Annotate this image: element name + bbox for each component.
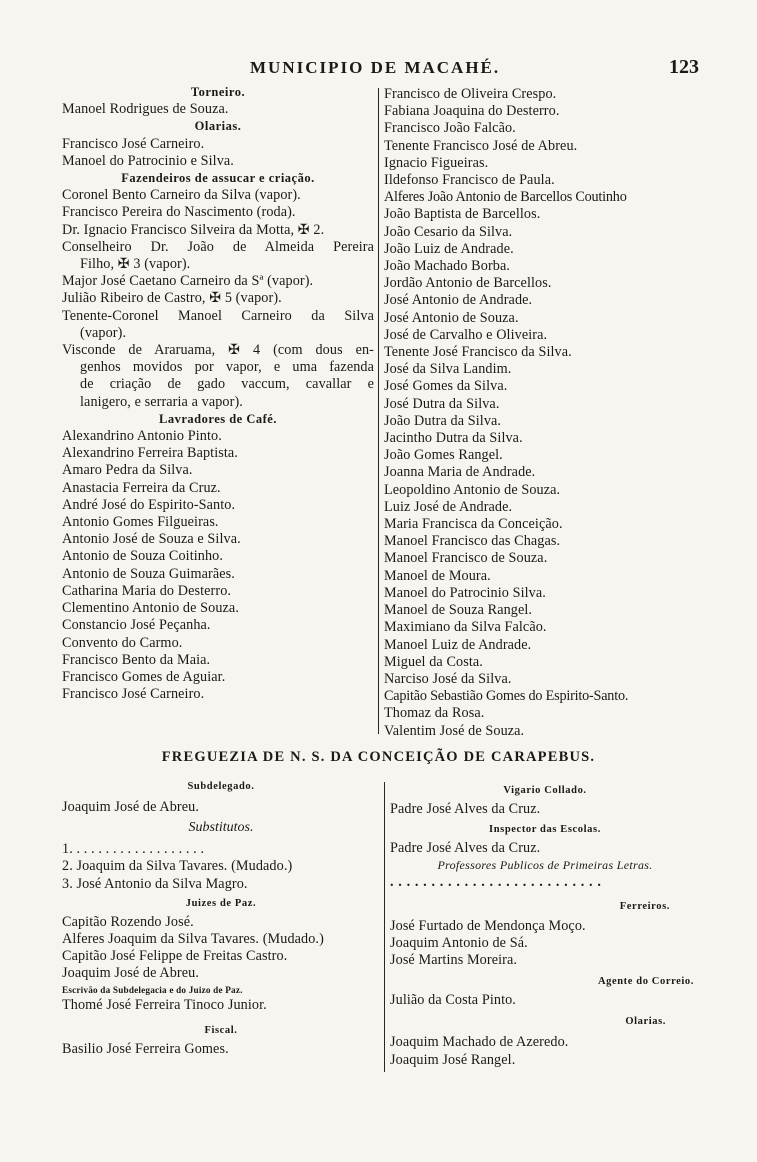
list-item: (vapor). [80,324,127,341]
heading-professores: Professores Publicos de Primeiras Letras. [437,858,653,873]
list-item: José Dutra da Silva. [384,395,500,412]
list-item: João Gomes Rangel. [384,447,503,464]
list-item: Francisco João Falcão. [384,120,516,137]
list-item: Jacintho Dutra da Silva. [384,430,523,447]
column-divider-top [378,88,379,734]
heading-lavradores: Lavradores de Café. [159,411,277,426]
list-item: Clementino Antonio de Souza. [62,600,239,617]
list-item: Maria Francisca da Conceição. [384,516,563,533]
list-item: Thomé José Ferreira Tinoco Junior. [62,996,267,1013]
left-column-bottom [62,778,380,1058]
list-item: Antonio José de Souza e Silva. [62,531,241,548]
list-item: Miguel da Costa. [384,653,483,670]
list-item: Francisco de Oliveira Crespo. [384,86,557,102]
list-item: João Baptista de Barcellos. [384,206,541,223]
list-item: Joaquim Antonio de Sá. [390,934,528,951]
list-item: 3. José Antonio da Silva Magro. [62,875,248,892]
list-item: José Antonio de Andrade. [384,292,533,309]
list-item: Tenente-Coronel Manoel Carneiro da Silva [62,307,374,324]
list-item: José de Carvalho e Oliveira. [384,326,548,343]
heading-inspector: Inspector das Escolas. [489,824,601,836]
list-item: Ildefonso Francisco de Paula. [384,172,555,189]
list-item: Tenente Francisco José de Abreu. [384,137,578,154]
heading-subdelegado: Subdelegado. [187,781,255,792]
page-number: 123 [669,56,699,78]
list-item: Capitão Rozendo José. [62,913,194,930]
heading-ferreiros: Ferreiros. [619,900,670,912]
list-item: 1. . . . . . . . . . . . . . . . . . . [62,841,205,858]
list-item: Thomaz da Rosa. [384,705,485,722]
list-item: Tenente José Francisco da Silva. [384,344,572,361]
list-item: Alferes Joaquim da Silva Tavares. (Mudado.) [62,931,324,948]
list-item: Narciso José da Silva. [384,670,512,687]
list-item: Manoel Francisco de Souza. [384,550,548,567]
list-item: Fabiana Joaquina do Desterro. [384,103,560,120]
heading-olarias-bottom: Olarias. [625,1016,666,1028]
heading-fazendeiros: Fazendeiros de assucar e criação. [121,171,315,186]
list-item: Anastacia Ferreira da Cruz. [62,479,221,496]
list-item: Manoel de Moura. [384,567,491,584]
list-item: Joaquim José Rangel. [390,1051,516,1068]
list-item: Alferes João Antonio de Barcellos Coutinho [384,189,627,206]
page-header [0,58,757,80]
list-item: Ignacio Figueiras. [384,154,489,171]
list-item: Julião da Costa Pinto. [390,992,516,1009]
list-item: José Antonio de Souza. [384,309,519,326]
list-item: Jordão Antonio de Barcellos. [384,275,552,292]
list-item: José Martins Moreira. [390,952,518,969]
list-item: Manoel Francisco das Chagas. [384,533,561,550]
list-item: Luiz José de Andrade. [384,498,513,515]
list-item: Manoel do Patrocinio Silva. [384,584,546,601]
list-item: João Machado Borba. [384,258,511,275]
list-item: Julião Ribeiro de Castro, ✠ 5 (vapor). [62,290,282,307]
column-divider-bottom [384,782,385,1072]
list-item: André José do Espirito-Santo. [62,496,236,513]
list-item: Dr. Ignacio Francisco Silveira da Motta, ✠ 2. [62,221,325,238]
list-item: Alexandrino Antonio Pinto. [62,428,222,445]
list-item: José Gomes da Silva. [384,378,508,395]
heading-substitutos: Substitutos. [188,820,254,836]
heading-vigario: Vigario Collado. [503,785,587,796]
list-item: Francisco Bento da Maia. [62,651,211,668]
heading-fiscal: Fiscal. [204,1024,238,1036]
list-item: Antonio de Souza Coitinho. [62,548,224,565]
list-item: Joaquim Machado de Azeredo. [390,1034,569,1051]
list-item: Francisco José Carneiro. [62,135,205,152]
list-item: Basilio José Ferreira Gomes. [62,1040,229,1057]
list-item: Filho, ✠ 3 (vapor). [80,256,191,273]
list-item: Antonio de Souza Guimarães. [62,565,235,582]
list-item: Constancio José Peçanha. [62,617,211,634]
right-column-bottom [390,782,700,1069]
list-item: Joaquim José de Abreu. [62,799,199,815]
list-item: Valentim José de Souza. [384,722,525,739]
list-item: Padre José Alves da Cruz. [390,840,541,857]
heading-torneiro: Torneiro. [190,85,246,99]
list-item: Amaro Pedra da Silva. [62,462,193,479]
list-item: Maximiano da Silva Falcão. [384,619,547,636]
heading-juizes: Juizes de Paz. [185,897,257,909]
list-item: Convento do Carmo. [62,634,183,651]
list-item: Francisco Pereira do Nascimento (roda). [62,204,296,221]
list-item: de criação de gado vaccum, cavallar e [80,376,374,393]
left-column-top [62,84,374,703]
list-item: Visconde de Araruama, ✠ 4 (com dous en- [62,342,374,359]
list-item: Joanna Maria de Andrade. [384,464,536,481]
list-item: Capitão José Felippe de Freitas Castro. [62,948,288,965]
right-column-top [384,86,704,740]
list-item: genhos movidos por vapor, e uma fazenda [80,359,374,376]
page-title: MUNICIPIO DE MACAHÉ. [250,58,501,77]
list-item: Padre José Alves da Cruz. [390,801,541,817]
list-item: Manoel de Souza Rangel. [384,602,533,619]
list-item: João Cesario da Silva. [384,223,513,240]
list-item: Manoel do Patrocinio e Silva. [62,152,234,169]
list-item: José da Silva Landim. [384,361,512,378]
list-item: Catharina Maria do Desterro. [62,582,232,599]
list-item: Leopoldino Antonio de Souza. [384,481,561,498]
list-item: João Dutra da Silva. [384,412,502,429]
list-item: Manoel Rodrigues de Souza. [62,101,229,118]
heading-correio: Agente do Correio. [597,976,694,988]
list-item: Francisco José Carneiro. [62,686,205,703]
list-item: Antonio Gomes Filgueiras. [62,514,219,531]
list-item: Capitão Sebastião Gomes do Espirito-Santo. [384,688,629,705]
list-item: Alexandrino Ferreira Baptista. [62,445,238,462]
list-item: Coronel Bento Carneiro da Silva (vapor). [62,187,301,204]
list-item: Joaquim José de Abreu. [62,965,199,982]
list-item: Francisco Gomes de Aguiar. [62,668,226,685]
list-item: Conselheiro Dr. João de Almeida Pereira [62,238,374,255]
heading-escrivao: Escrivão da Subdelegacia e do Juizo de Paz. [62,984,243,995]
list-item: João Luiz de Andrade. [384,240,514,257]
list-item: Major José Caetano Carneiro da Sª (vapor). [62,273,314,290]
list-item: Manoel Luiz de Andrade. [384,636,532,653]
list-item: José Furtado de Mendonça Moço. [390,917,586,934]
heading-olarias: Olarias. [194,119,242,134]
list-item: lanigero, e serraria a vapor). [80,393,243,410]
list-item: 2. Joaquim da Silva Tavares. (Mudado.) [62,858,293,875]
list-item: . . . . . . . . . . . . . . . . . . . . . . . . . . [390,874,602,891]
section-title: FREGUEZIA DE N. S. DA CONCEIÇÃO DE CARAPEBUS. [161,749,596,765]
